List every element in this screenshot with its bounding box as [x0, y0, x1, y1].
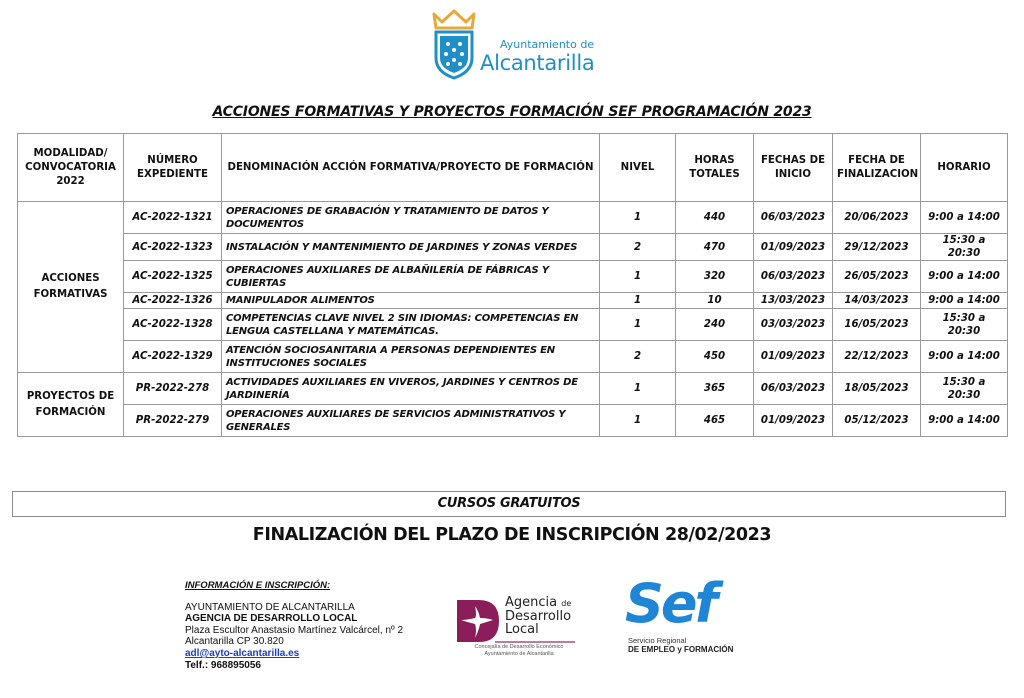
table-row — [18, 202, 1008, 234]
table-row — [18, 234, 1008, 261]
adl-sub-line2: Ayuntamiento de Alcantarilla — [484, 651, 554, 657]
cell-inicio: 06/03/2023 — [754, 261, 833, 293]
cell-nivel: 1 — [600, 261, 676, 293]
cell-expediente: AC-2022-1323 — [124, 234, 222, 261]
contact-info — [185, 580, 403, 671]
table-row — [18, 373, 1008, 405]
registration-deadline: FINALIZACIÓN DEL PLAZO DE INSCRIPCIÓN 28/02/2023 — [252, 525, 772, 545]
table-header-row — [18, 134, 1008, 202]
adl-subtitle — [455, 644, 583, 658]
cell-horario: 9:00 a 14:00 — [921, 261, 1008, 293]
col-header-modalidad: MODALIDAD/ CONVOCATORIA 2022 — [18, 134, 124, 202]
cell-inicio: 06/03/2023 — [754, 373, 833, 405]
adl-word-de: de — [561, 599, 572, 608]
cell-nivel: 1 — [600, 309, 676, 341]
cell-fin: 14/03/2023 — [833, 293, 921, 309]
contact-agency: AGENCIA DE DESARROLLO LOCAL — [185, 613, 358, 625]
contact-email-link[interactable]: adl@ayto-alcantarilla.es — [185, 647, 300, 659]
cell-nivel: 1 — [600, 373, 676, 405]
contact-phone: Telf.: 968895056 — [185, 659, 261, 671]
cell-nivel: 1 — [600, 405, 676, 437]
group-acciones-formativas: ACCIONES FORMATIVAS — [18, 202, 124, 373]
contact-address: Plaza Escultor Anastasio Martínez Valcárcel, nº 2 — [185, 624, 404, 636]
group-proyectos-formacion: PROYECTOS DE FORMACIÓN — [18, 373, 124, 437]
table-row — [18, 405, 1008, 437]
contact-org: AYUNTAMIENTO DE ALCANTARILLA — [185, 601, 355, 613]
cell-horario: 15:30 a 20:30 — [921, 234, 1008, 261]
cell-fin: 22/12/2023 — [833, 341, 921, 373]
cell-fin: 18/05/2023 — [833, 373, 921, 405]
cell-expediente: AC-2022-1329 — [124, 341, 222, 373]
adl-word-desarrollo: Desarrollo — [505, 609, 572, 624]
cell-horario: 9:00 a 14:00 — [921, 341, 1008, 373]
cell-nivel: 2 — [600, 341, 676, 373]
sef-subtitle-1: Servicio Regional — [628, 636, 687, 645]
cell-denominacion: COMPETENCIAS CLAVE NIVEL 2 SIN IDIOMAS: COMPETENCIAS EN LENGUA CASTELLANA Y MATEMÁTICAS. — [222, 309, 600, 341]
logo-town-name: Alcantarilla — [480, 51, 595, 75]
cell-expediente: AC-2022-1328 — [124, 309, 222, 341]
col-header-inicio: FECHAS DE INICIO — [754, 134, 833, 202]
cell-fin: 20/06/2023 — [833, 202, 921, 234]
cell-nivel: 1 — [600, 293, 676, 309]
table-row — [18, 309, 1008, 341]
cell-expediente: AC-2022-1326 — [124, 293, 222, 309]
cell-horario: 9:00 a 14:00 — [921, 202, 1008, 234]
cell-nivel: 2 — [600, 234, 676, 261]
contact-heading: INFORMACIÓN E INSCRIPCIÓN: — [185, 580, 331, 591]
cell-inicio: 13/03/2023 — [754, 293, 833, 309]
cell-inicio: 01/09/2023 — [754, 234, 833, 261]
cell-denominacion: INSTALACIÓN Y MANTENIMIENTO DE JARDINES Y ZONAS VERDES — [222, 234, 600, 261]
cell-horas: 10 — [676, 293, 754, 309]
cell-expediente: AC-2022-1321 — [124, 202, 222, 234]
contact-city: Alcantarilla CP 30.820 — [185, 636, 284, 648]
cell-inicio: 03/03/2023 — [754, 309, 833, 341]
cell-horas: 240 — [676, 309, 754, 341]
coat-of-arms-icon — [428, 8, 480, 80]
cell-horas: 465 — [676, 405, 754, 437]
col-header-expediente: NÚMERO EXPEDIENTE — [124, 134, 222, 202]
cell-denominacion: OPERACIONES DE GRABACIÓN Y TRATAMIENTO DE DATOS Y DOCUMENTOS — [222, 202, 600, 234]
adl-word-agencia: Agencia — [505, 595, 558, 610]
cell-horas: 320 — [676, 261, 754, 293]
logo-subtitle: Ayuntamiento de — [500, 38, 595, 51]
cell-horario: 15:30 a 20:30 — [921, 373, 1008, 405]
adl-divider — [495, 641, 575, 643]
col-header-fin: FECHA DE FINALIZACION — [833, 134, 921, 202]
adl-logo — [455, 594, 585, 664]
cell-expediente: PR-2022-279 — [124, 405, 222, 437]
cell-horas: 440 — [676, 202, 754, 234]
free-courses-banner: CURSOS GRATUITOS — [12, 491, 1006, 517]
cell-inicio: 01/09/2023 — [754, 405, 833, 437]
cell-fin: 05/12/2023 — [833, 405, 921, 437]
cell-fin: 16/05/2023 — [833, 309, 921, 341]
cell-fin: 29/12/2023 — [833, 234, 921, 261]
courses-table — [17, 133, 1008, 437]
sef-subtitle-2: DE EMPLEO y FORMACIÓN — [628, 645, 734, 654]
adl-wordmark — [505, 596, 571, 636]
adl-sub-line1: Concejalía de Desarrollo Económico — [474, 644, 564, 650]
cell-nivel: 1 — [600, 202, 676, 234]
sef-logo — [625, 572, 765, 658]
document-title: ACCIONES FORMATIVAS Y PROYECTOS FORMACIÓN SEF PROGRAMACIÓN 2023 — [212, 104, 812, 120]
cell-denominacion: ACTIVIDADES AUXILIARES EN VIVEROS, JARDINES Y CENTROS DE JARDINERÍA — [222, 373, 600, 405]
cell-horas: 365 — [676, 373, 754, 405]
cell-horas: 470 — [676, 234, 754, 261]
cell-expediente: PR-2022-278 — [124, 373, 222, 405]
adl-cross-icon — [455, 598, 501, 644]
cell-fin: 26/05/2023 — [833, 261, 921, 293]
cell-horario: 9:00 a 14:00 — [921, 405, 1008, 437]
col-header-nivel: NIVEL — [600, 134, 676, 202]
sef-wordmark: Sef — [625, 572, 716, 635]
col-header-horario: HORARIO — [921, 134, 1008, 202]
ayuntamiento-logo — [428, 8, 598, 80]
cell-expediente: AC-2022-1325 — [124, 261, 222, 293]
col-header-horas: HORAS TOTALES — [676, 134, 754, 202]
cell-denominacion: ATENCIÓN SOCIOSANITARIA A PERSONAS DEPENDIENTES EN INSTITUCIONES SOCIALES — [222, 341, 600, 373]
col-header-denominacion: DENOMINACIÓN ACCIÓN FORMATIVA/PROYECTO DE FORMACIÓN — [222, 134, 600, 202]
cell-denominacion: OPERACIONES AUXILIARES DE SERVICIOS ADMINISTRATIVOS Y GENERALES — [222, 405, 600, 437]
cell-denominacion: OPERACIONES AUXILIARES DE ALBAÑILERÍA DE FÁBRICAS Y CUBIERTAS — [222, 261, 600, 293]
adl-word-local: Local — [505, 622, 539, 637]
cell-horas: 450 — [676, 341, 754, 373]
cell-inicio: 06/03/2023 — [754, 202, 833, 234]
cell-denominacion: MANIPULADOR ALIMENTOS — [222, 293, 600, 309]
table-row — [18, 261, 1008, 293]
cell-inicio: 01/09/2023 — [754, 341, 833, 373]
cell-horario: 15:30 a 20:30 — [921, 309, 1008, 341]
cell-horario: 9:00 a 14:00 — [921, 293, 1008, 309]
table-row — [18, 293, 1008, 309]
table-row — [18, 341, 1008, 373]
